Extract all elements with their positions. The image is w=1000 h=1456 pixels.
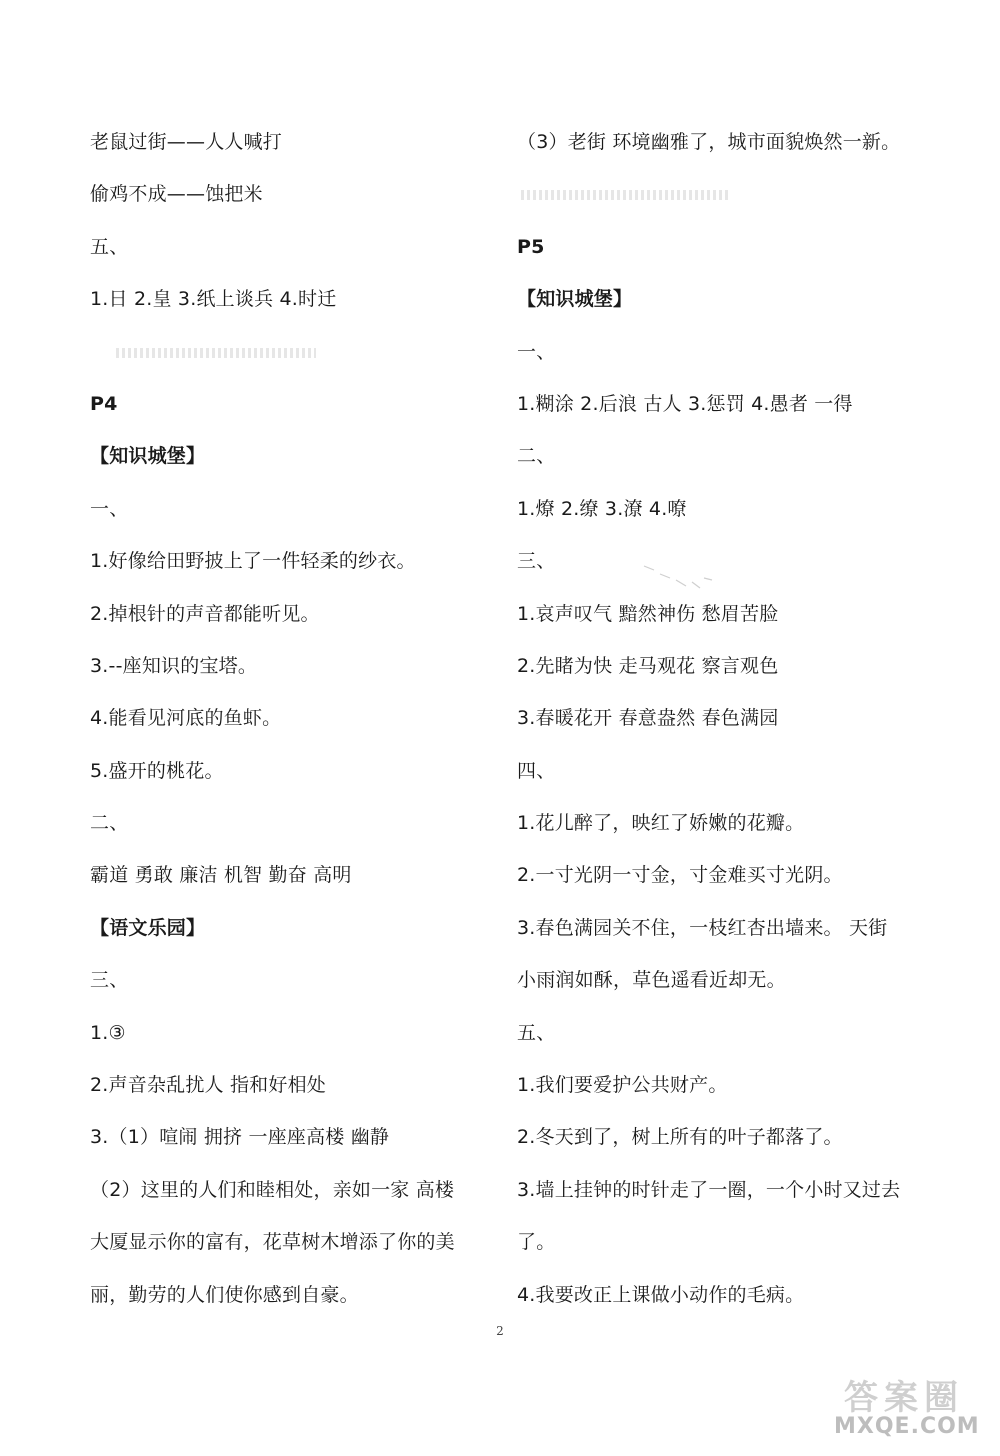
right-column <box>517 120 917 1325</box>
text-line: 1.糊涂 2.后浪 古人 3.惩罚 4.愚者 一得 <box>517 392 853 415</box>
text-line: （2）这里的人们和睦相处，亲如一家 高楼 <box>90 1178 455 1201</box>
watermark-title: 答案圈 <box>844 1378 964 1418</box>
section-title: 【知识城堡】 <box>90 445 206 468</box>
text-line: 1.日 2.皇 3.纸上谈兵 4.时迁 <box>90 288 337 311</box>
faded-line <box>90 330 490 382</box>
page-label-p4: P4 <box>90 392 118 415</box>
text-line: 丽，勤劳的人们使你感到自豪。 <box>90 1283 359 1306</box>
text-line: 1.好像给田野披上了一件轻柔的纱衣。 <box>90 550 416 573</box>
text-line: 偷鸡不成——蚀把米 <box>90 183 263 206</box>
text-line: 4.能看见河底的鱼虾。 <box>90 707 282 730</box>
section-heading: 二、 <box>517 445 556 468</box>
text-line: 1.哀声叹气 黯然神伤 愁眉苦脸 <box>517 602 779 625</box>
text-line: 1.我们要爱护公共财产。 <box>517 1074 728 1097</box>
text-line: 1.③ <box>90 1021 126 1044</box>
text-line: 2.先睹为快 走马观花 察言观色 <box>517 654 779 677</box>
text-line: 3.--座知识的宝塔。 <box>90 654 258 677</box>
section-heading: 五、 <box>517 1021 556 1044</box>
text-line: 2.冬天到了，树上所有的叶子都落了。 <box>517 1126 843 1149</box>
text-line: 4.我要改正上课做小动作的毛病。 <box>517 1283 805 1306</box>
pencil-scribble <box>640 560 720 600</box>
watermark-logo <box>834 1370 984 1444</box>
page-number: 2 <box>496 1324 504 1338</box>
text-line: 2.声音杂乱扰人 指和好相处 <box>90 1074 326 1097</box>
section-heading: 二、 <box>90 812 129 835</box>
watermark-url: MXQE.COM <box>834 1414 980 1439</box>
text-line: 小雨润如酥，草色遥看近却无。 <box>517 969 786 992</box>
section-heading: 五、 <box>90 235 129 258</box>
text-line: 1.花儿醉了，映红了娇嫩的花瓣。 <box>517 812 805 835</box>
text-line: 2.一寸光阴一寸金，寸金难买寸光阴。 <box>517 864 843 887</box>
section-heading: 一、 <box>517 340 556 363</box>
text-line: 5.盛开的桃花。 <box>90 759 224 782</box>
section-heading: 四、 <box>517 759 556 782</box>
page-label-p5: P5 <box>517 235 545 258</box>
text-line: 了。 <box>517 1231 556 1254</box>
text-line: 3.（1）喧闹 拥挤 一座座高楼 幽静 <box>90 1126 390 1149</box>
text-line: 2.掉根针的声音都能听见。 <box>90 602 320 625</box>
section-title: 【知识城堡】 <box>517 288 633 311</box>
text-line: 1.燎 2.缭 3.潦 4.嘹 <box>517 497 687 520</box>
section-title: 【语文乐园】 <box>90 916 206 939</box>
faded-line <box>517 172 917 224</box>
text-line: （3）老街 环境幽雅了，城市面貌焕然一新。 <box>517 131 901 153</box>
text-line: 3.春色满园关不住，一枝红杏出墙来。 天街 <box>517 916 888 939</box>
text-line: 3.墙上挂钟的时针走了一圈，一个小时又过去 <box>517 1178 901 1201</box>
section-heading: 三、 <box>90 969 129 992</box>
text-line: 霸道 勇敢 廉洁 机智 勤奋 高明 <box>90 864 352 887</box>
section-heading: 一、 <box>90 497 129 520</box>
text-line: 3.春暖花开 春意盎然 春色满园 <box>517 707 779 730</box>
text-line: 老鼠过街——人人喊打 <box>90 131 283 153</box>
section-heading: 三、 <box>517 550 556 573</box>
left-column <box>90 120 490 1325</box>
text-line: 大厦显示你的富有，花草树木增添了你的美 <box>90 1231 455 1254</box>
